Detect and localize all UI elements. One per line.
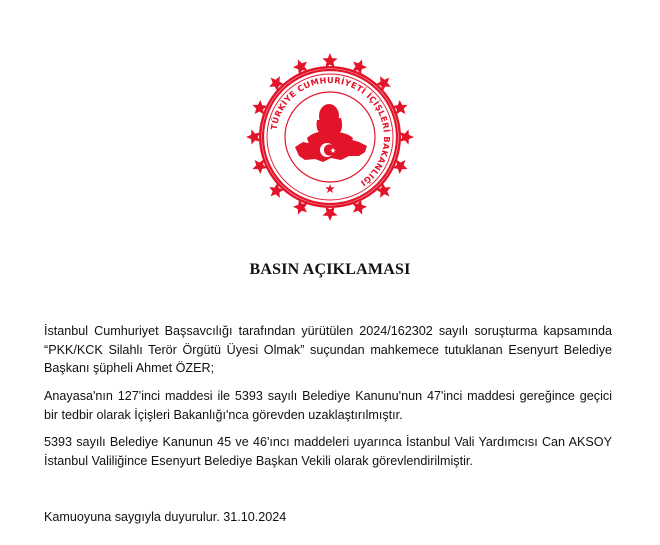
page-title: BASIN AÇIKLAMASI [249, 261, 411, 278]
ministry-seal-icon [245, 52, 415, 222]
paragraph-3: 5393 sayılı Belediye Kanunun 45 ve 46'ıncı maddeleri uyarınca İstanbul Vali Yardımcısı Can AKSOY İstanbul Valiliğince Esenyurt Belediye Başkan Vekili olarak görevlendirilmiştir. [44, 435, 612, 468]
border-star [322, 53, 337, 67]
seal-ring-text: TÜRKİYE CUMHURİYETİ İÇİŞLERİ BAKANLIĞI [268, 74, 393, 189]
border-star [400, 129, 414, 144]
closing-line: Kamuoyuna saygıyla duyurulur. 31.10.2024 [44, 510, 287, 524]
paragraph-1: İstanbul Cumhuriyet Başsavcılığı tarafından yürütülen 2024/162302 sayılı soruşturma kapsamında “PKK/KCK Silahlı Terör Örgütü Üyesi Olmak” suçundan mahkemece tutuklanan Esenyurt Belediye Başkanı şüpheli Ahmet ÖZER; [44, 324, 612, 375]
border-star [322, 207, 337, 221]
paragraph-2: Anayasa'nın 127'inci maddesi ile 5393 sayılı Belediye Kanunu'nun 47'inci maddesi gereğince geçici bir tedbir olarak İçişleri Bakanlığı'nca görevden uzaklaştırılmıştır. [44, 389, 612, 422]
border-star [246, 129, 260, 144]
ministry-seal [245, 52, 415, 222]
